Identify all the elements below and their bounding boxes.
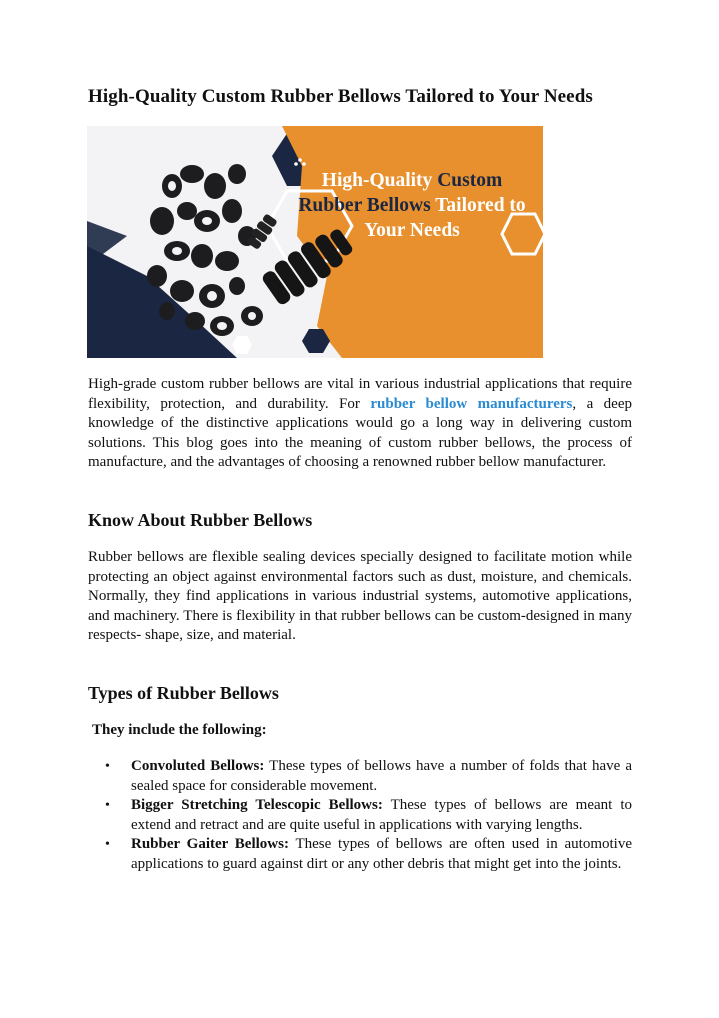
- list-item-desc: These types of bellows have a number of folds that have a sealed space for considerable movement.: [131, 758, 633, 794]
- types-list: [88, 757, 632, 875]
- banner-image: [87, 126, 543, 358]
- banner-line1-part2: Custom: [437, 170, 503, 191]
- banner-line3: Your Needs: [364, 220, 460, 241]
- list-item-term: Bigger Stretching Telescopic Bellows:: [131, 797, 383, 814]
- banner-line1-part1: High-Quality: [321, 170, 438, 191]
- manufacturers-link[interactable]: rubber bellow manufacturers: [370, 395, 573, 412]
- intro-text-after: , a deep knowledge of the distinctive applications would go a long way in delivering custom solutions. This blog goes into the meaning of custom rubber bellows, the process of manufacture, and the advantages of choosing a renowned rubber bellow manufacturer.: [88, 395, 633, 471]
- section-heading-know-about: Know About Rubber Bellows: [88, 510, 313, 530]
- intro-paragraph: [88, 375, 632, 473]
- banner-line2-part1: Rubber Bellows: [298, 195, 436, 216]
- list-item-desc: These types of bellows are often used in automotive applications to guard against dirt or any other debris that might get into the joints.: [131, 836, 632, 872]
- page-title: High-Quality Custom Rubber Bellows Tailored to Your Needs: [88, 86, 593, 107]
- banner-line2-part2: Tailored to: [435, 195, 526, 216]
- banner-headline: [292, 168, 532, 243]
- bullet: •: [105, 759, 110, 774]
- bullet: •: [105, 837, 110, 853]
- types-subheading: They include the following:: [92, 722, 267, 738]
- list-item: [88, 835, 632, 874]
- list-item: [88, 757, 632, 796]
- bullet: •: [105, 798, 110, 814]
- list-item: [88, 796, 632, 835]
- know-about-paragraph: Rubber bellows are flexible sealing devices specially designed to facilitate motion while protecting an object against environmental factors such as dust, moisture, and chemicals. Normally, they find applications in various industrial systems, automotive applications, and machinery. There is flexibility in that rubber bellows can be custom-designed in many respects- shape, size, and material.: [88, 549, 632, 644]
- intro-text-before: High-grade custom rubber bellows are vital in various industrial applications that require flexibility, protection, and durability. For: [88, 376, 632, 412]
- list-item-term: Rubber Gaiter Bellows:: [131, 836, 289, 853]
- section-heading-types: Types of Rubber Bellows: [88, 683, 279, 703]
- list-item-term: Convoluted Bellows:: [131, 758, 265, 774]
- list-item-desc: These types of bellows are meant to extend and retract and are quite useful in applications with varying lengths.: [131, 797, 632, 833]
